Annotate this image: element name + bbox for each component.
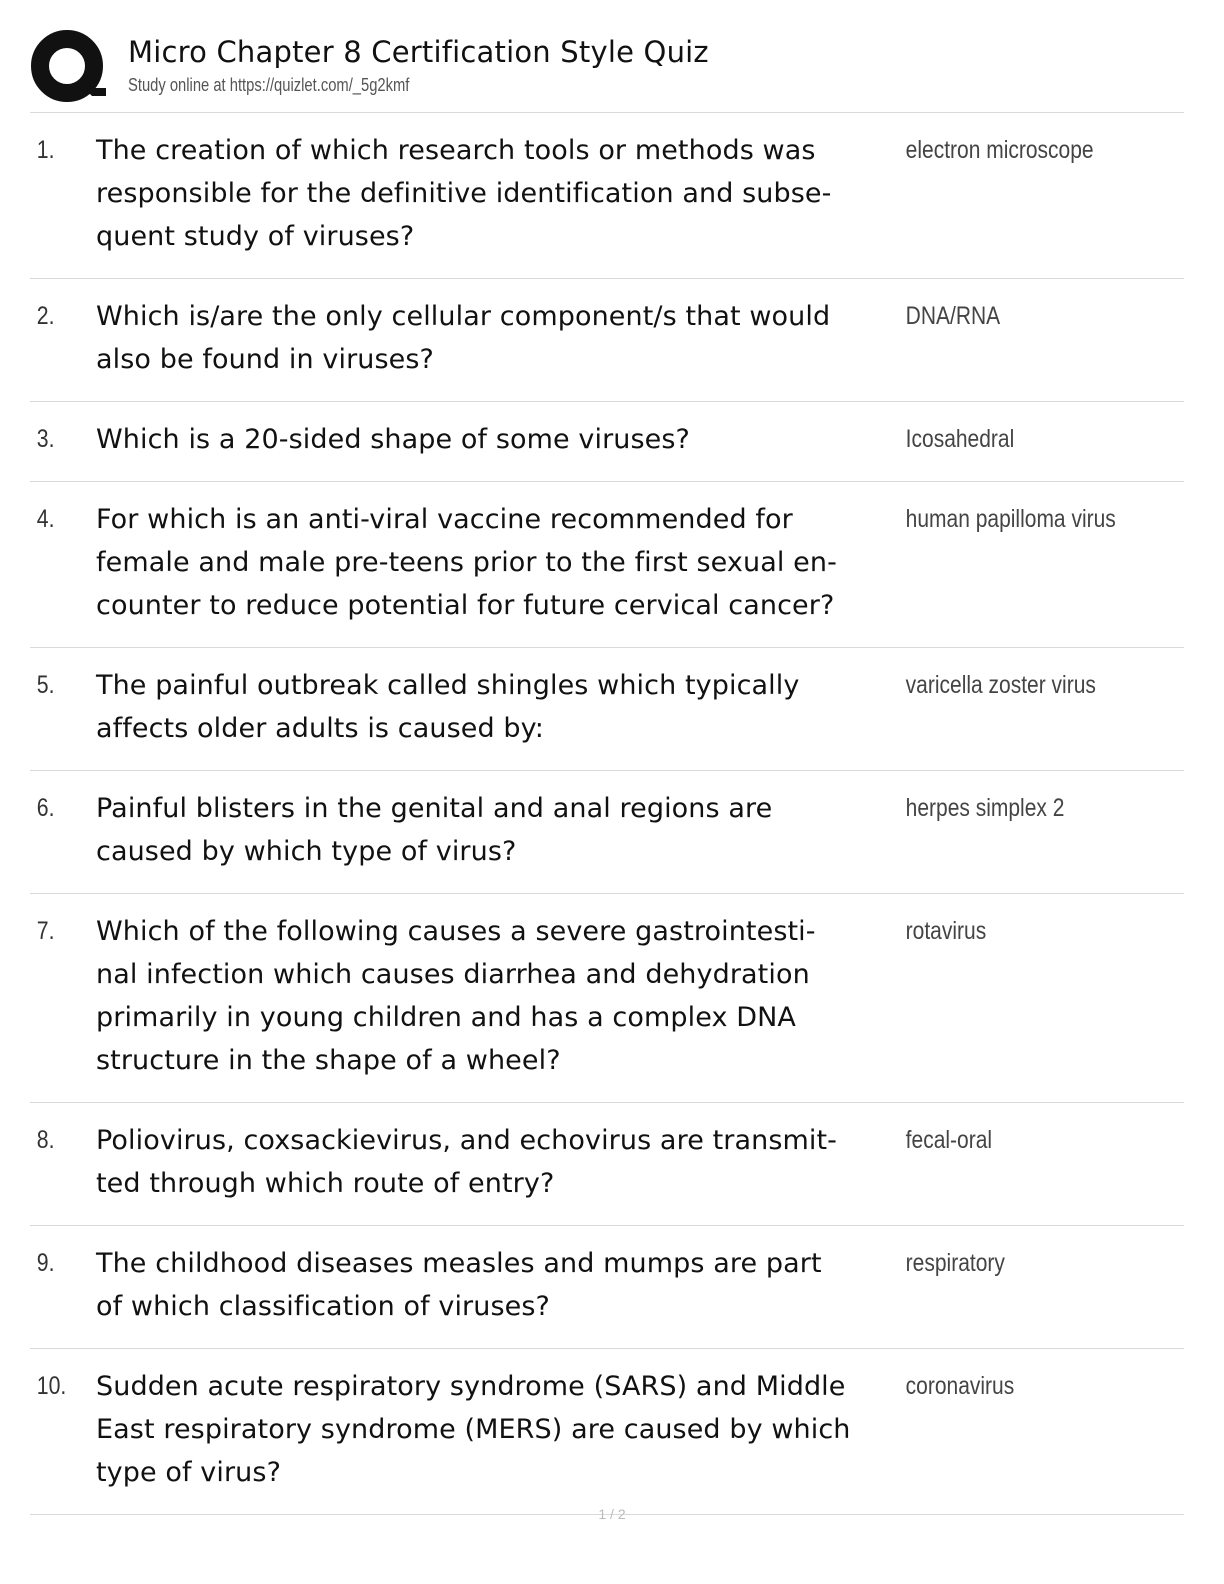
quiz-header <box>30 28 1184 113</box>
question-row <box>30 648 1184 771</box>
question-row <box>30 894 1184 1103</box>
question-row <box>30 279 1184 402</box>
question-answer: human papilloma virus <box>905 505 1116 533</box>
question-text: Sudden acute respiratory syndrome (SARS) and Middle East respiratory syndrome (MERS) are caused by which type of virus? <box>96 1371 851 1488</box>
question-row <box>30 1349 1184 1515</box>
page-title: Micro Chapter 8 Certification Style Quiz <box>128 35 709 69</box>
question-number: 10. <box>36 1372 67 1400</box>
question-number: 4. <box>36 505 55 533</box>
question-row <box>30 1103 1184 1226</box>
question-text: Which is a 20-sided shape of some viruses? <box>96 424 690 455</box>
question-row <box>30 402 1184 482</box>
quizlet-logo-icon <box>30 28 110 108</box>
question-text: The painful outbreak called shingles which typically affects older adults is caused by: <box>96 670 800 744</box>
question-text: Which of the following causes a severe gastrointesti- nal infection which causes diarrhea and dehydration primarily in young children and has a complex DNA structure in the shape of a wheel? <box>96 916 816 1076</box>
question-row <box>30 113 1184 279</box>
question-answer: Icosahedral <box>905 425 1015 453</box>
question-text: For which is an anti-viral vaccine recommended for female and male pre-teens prior to the first sexual en- counter to reduce potential for future cervical cancer? <box>96 504 837 621</box>
question-answer: respiratory <box>905 1249 1005 1277</box>
question-text: The childhood diseases measles and mumps are part of which classification of viruses? <box>96 1248 822 1322</box>
question-answer: varicella zoster virus <box>905 671 1096 699</box>
question-row <box>30 771 1184 894</box>
question-answer: rotavirus <box>905 917 987 945</box>
question-number: 8. <box>36 1126 55 1154</box>
question-number: 3. <box>36 425 55 453</box>
question-answer: herpes simplex 2 <box>905 794 1065 822</box>
study-online-link[interactable]: Study online at https://quizlet.com/_5g2kmf <box>128 75 410 95</box>
question-row <box>30 482 1184 648</box>
question-answer: DNA/RNA <box>905 302 1001 330</box>
question-number: 7. <box>36 917 55 945</box>
question-number: 1. <box>36 136 55 164</box>
question-answer: coronavirus <box>905 1372 1015 1400</box>
question-row <box>30 1226 1184 1349</box>
question-text: Poliovirus, coxsackievirus, and echovirus are transmit- ted through which route of entry? <box>96 1125 838 1199</box>
quiz-page <box>30 28 1184 1515</box>
question-number: 9. <box>36 1249 55 1277</box>
question-answer: fecal-oral <box>905 1126 993 1154</box>
question-text: Which is/are the only cellular component/s that would also be found in viruses? <box>96 301 831 375</box>
header-text <box>128 28 709 96</box>
question-answer: electron microscope <box>905 136 1094 164</box>
question-number: 2. <box>36 302 55 330</box>
page-indicator: 1 / 2 <box>598 1506 626 1522</box>
question-number: 5. <box>36 671 55 699</box>
question-text: Painful blisters in the genital and anal regions are caused by which type of virus? <box>96 793 773 867</box>
question-text: The creation of which research tools or methods was responsible for the definitive identification and subse- quent study of viruses? <box>96 135 832 252</box>
question-number: 6. <box>36 794 55 822</box>
